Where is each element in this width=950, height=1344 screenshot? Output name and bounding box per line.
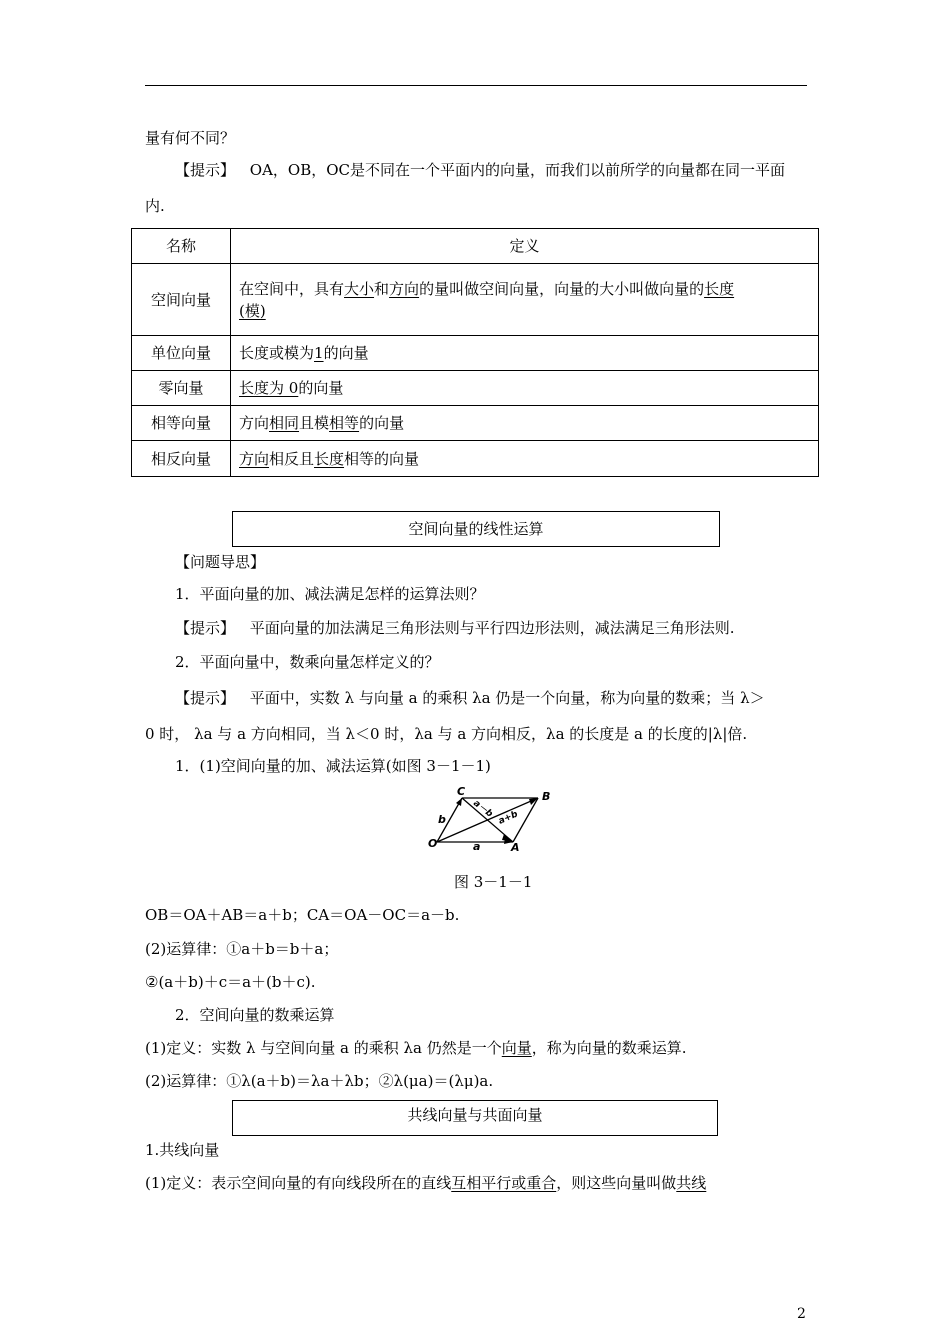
definition-table: [131, 228, 819, 477]
section1-title: 空间向量的线性运算: [408, 520, 544, 538]
hint1-label: 【提示】: [175, 619, 236, 637]
row-name: 单位向量: [132, 336, 231, 371]
row-def: 在空间中，具有大小和方向的量叫做空间向量，向量的大小叫做向量的长度 (模): [231, 264, 819, 336]
table-row: [132, 441, 819, 477]
label-a-plus-b: a+b: [497, 809, 520, 827]
table-row: [132, 371, 819, 406]
row-name: 相反向量: [132, 441, 231, 477]
label-a: a: [473, 840, 481, 853]
arrow-b: [456, 798, 462, 806]
equation-1: OB＝OA＋AB＝a＋b；CA＝OA－OC＝a－b.: [145, 906, 460, 924]
guide-label: 【问题导思】: [175, 553, 266, 571]
table-row: [132, 336, 819, 371]
hint-2: [175, 688, 765, 708]
row-def: 长度为 0的向量: [231, 371, 819, 406]
law-line-2: ②(a＋b)＋c＝a＋(b＋c).: [145, 973, 316, 991]
table-head-def: 定义: [231, 229, 819, 264]
label-a-minus-b: a－b: [471, 798, 495, 820]
label-A: A: [511, 841, 520, 854]
question-2: 2．平面向量中，数乘向量怎样定义的？: [175, 653, 440, 671]
hint-label: 【提示】: [175, 161, 236, 179]
row-name: 空间向量: [132, 264, 231, 336]
section2-title-box: [232, 1100, 718, 1136]
hint-1: [175, 618, 735, 638]
row-name: 零向量: [132, 371, 231, 406]
header-rule: [145, 85, 807, 86]
item-1: 1．(1)空间向量的加、减法运算(如图 3－1－1): [175, 757, 491, 775]
figure-caption: 图 3－1－1: [454, 873, 533, 891]
page-number: 2: [797, 1306, 806, 1322]
parallelogram-figure: [425, 784, 560, 854]
scalar-definition: (1)定义：实数 λ 与空间向量 a 的乘积 λa 仍然是一个向量，称为向量的数乘运算.: [145, 1039, 687, 1057]
collinear-heading: 1.共线向量: [145, 1141, 220, 1159]
section1-title-box: [232, 511, 720, 547]
table-row: [132, 406, 819, 441]
row-name: 相等向量: [132, 406, 231, 441]
label-O: O: [428, 837, 438, 850]
intro-hint-cont: 内.: [145, 197, 165, 215]
item-2: 2．空间向量的数乘运算: [175, 1006, 335, 1024]
question-1: 1．平面向量的加、减法满足怎样的运算法则？: [175, 585, 485, 603]
label-B: B: [542, 790, 551, 803]
collinear-definition: (1)定义：表示空间向量的有向线段所在的直线互相平行或重合，则这些向量叫做共线: [145, 1174, 707, 1192]
row-def: 方向相同且模相等的向量: [231, 406, 819, 441]
edge-ab: [513, 798, 538, 842]
law-line-1: (2)运算律：①a＋b＝b＋a；: [145, 940, 339, 958]
table-header-row: [132, 229, 819, 264]
intro-hint: [175, 160, 785, 180]
label-b: b: [438, 813, 446, 826]
table-row: [132, 264, 819, 336]
hint2-text: 平面中，实数 λ 与向量 a 的乘积 λa 仍是一个向量，称为向量的数乘；当 λ＞: [249, 689, 765, 707]
section2-title: 共线向量与共面向量: [407, 1106, 543, 1124]
table-head-name: 名称: [132, 229, 231, 264]
row-def: 方向相反且长度相等的向量: [231, 441, 819, 477]
intro-line: 量有何不同？: [145, 129, 236, 147]
hint-2-cont: 0 时， λa 与 a 方向相同，当 λ＜0 时，λa 与 a 方向相反，λa 的长度是 a 的长度的|λ|倍.: [145, 725, 748, 743]
label-C: C: [457, 785, 466, 798]
hint-text: OA，OB，OC是不同在一个平面内的向量，而我们以前所学的向量都在同一平面: [249, 161, 786, 179]
scalar-law: (2)运算律：①λ(a＋b)＝λa＋λb；②λ(μa)＝(λμ)a.: [145, 1072, 494, 1090]
row-def: 长度或模为1的向量: [231, 336, 819, 371]
hint2-label: 【提示】: [175, 689, 236, 707]
hint1-text: 平面向量的加法满足三角形法则与平行四边形法则，减法满足三角形法则.: [249, 619, 735, 637]
